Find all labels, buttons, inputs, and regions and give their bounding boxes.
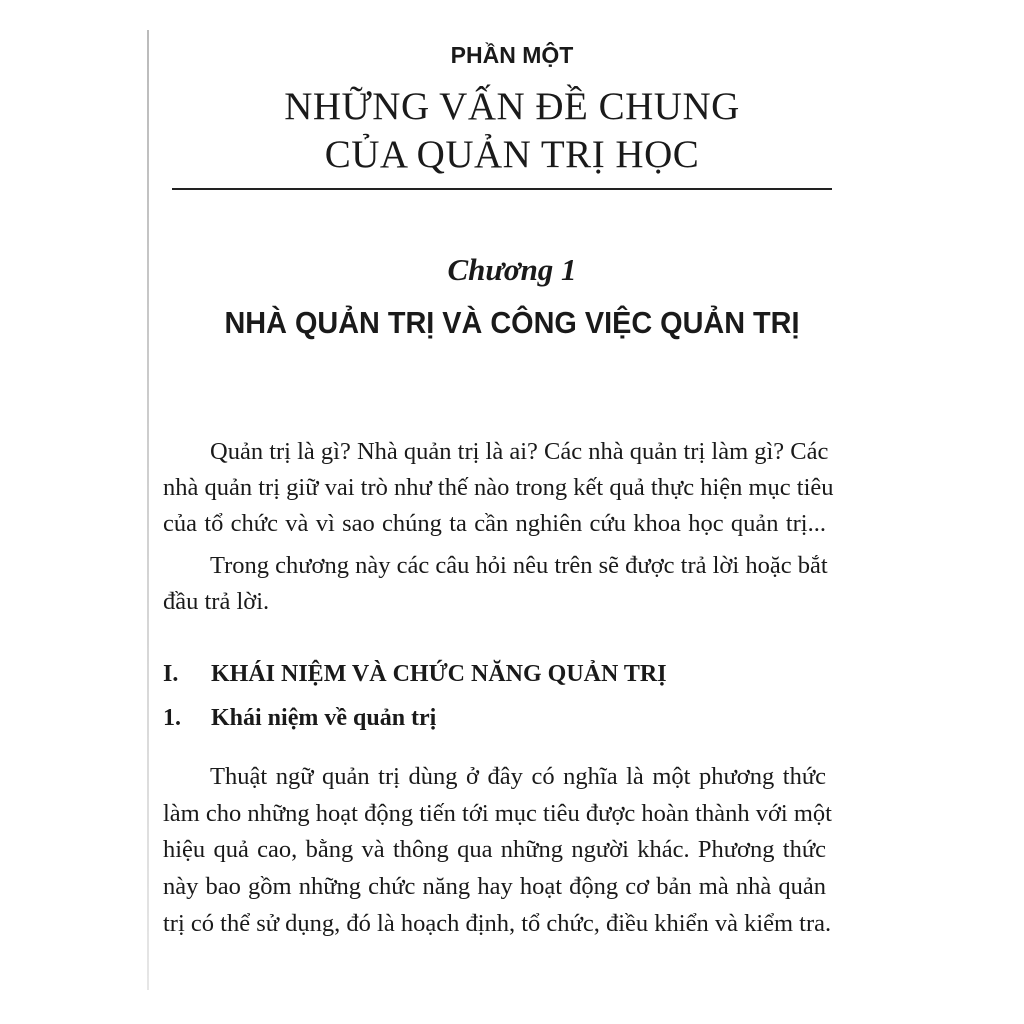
chapter-label: Chương 1 xyxy=(447,252,577,287)
chapter-title: NHÀ QUẢN TRỊ VÀ CÔNG VIỆC QUẢN TRỊ xyxy=(224,305,800,340)
paragraph-line: đầu trả lời. xyxy=(163,588,270,615)
subsection-title: Khái niệm về quản trị xyxy=(211,705,437,731)
title-divider xyxy=(172,188,832,190)
paragraph-line: của tổ chức và vì sao chúng ta cần nghiên cứu khoa học quản trị... xyxy=(163,510,826,537)
subsection-number: 1. xyxy=(163,705,181,731)
part-title-line-2: CỦA QUẢN TRỊ HỌC xyxy=(324,133,700,176)
subsection-heading xyxy=(163,705,436,732)
paragraph-line: Thuật ngữ quản trị dùng ở đây có nghĩa là một phương thức xyxy=(210,763,826,790)
paragraph-line: nhà quản trị giữ vai trò như thế nào trong kết quả thực hiện mục tiêu xyxy=(163,474,834,501)
paragraph-line: Trong chương này các câu hỏi nêu trên sẽ được trả lời hoặc bắt xyxy=(210,552,828,579)
part-title-line-1: NHỮNG VẤN ĐỀ CHUNG xyxy=(284,85,740,128)
part-label: PHẦN MỘT xyxy=(450,42,574,68)
paragraph-line: làm cho những hoạt động tiến tới mục tiêu được hoàn thành với một xyxy=(163,800,832,827)
section-number: I. xyxy=(163,661,179,687)
paragraph-line: hiệu quả cao, bằng và thông qua những người khác. Phương thức xyxy=(163,836,826,863)
section-heading xyxy=(163,661,667,688)
paragraph-line: Quản trị là gì? Nhà quản trị là ai? Các nhà quản trị làm gì? Các xyxy=(210,438,829,465)
paragraph-line: trị có thể sử dụng, đó là hoạch định, tổ chức, điều khiển và kiểm tra. xyxy=(163,910,832,937)
section-title: KHÁI NIỆM VÀ CHỨC NĂNG QUẢN TRỊ xyxy=(211,661,667,687)
paragraph-line: này bao gồm những chức năng hay hoạt động cơ bản mà nhà quản xyxy=(163,873,826,900)
